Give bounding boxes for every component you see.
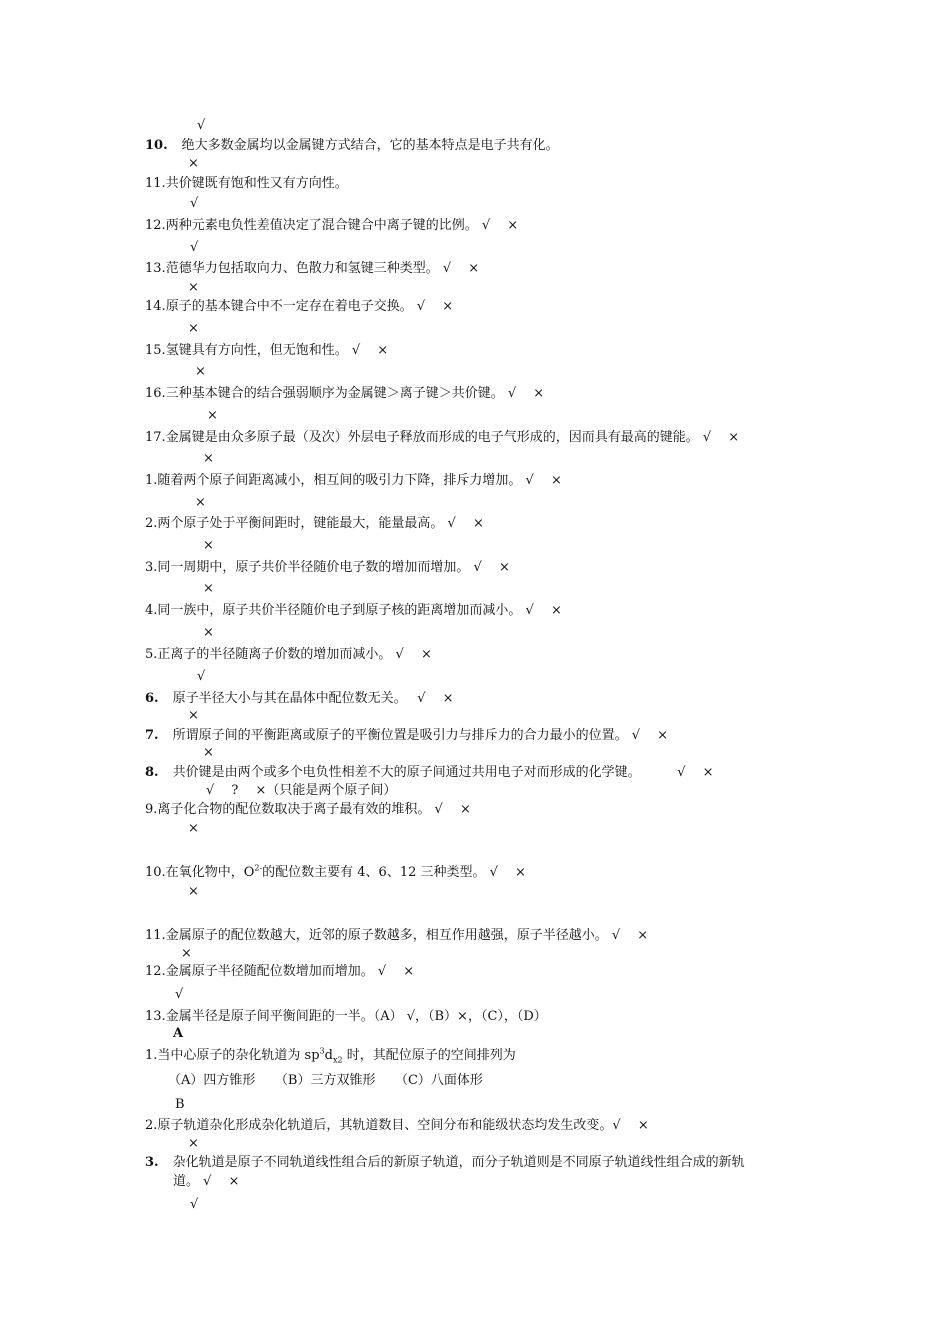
answer-mark: √ (197, 669, 206, 684)
question-text: 共价键既有饱和性又有方向性。 (165, 176, 348, 191)
question-number: 13. (145, 1009, 166, 1024)
question-text: 同一周期中，原子共价半径随价电子数的增加而增加。 √ × (157, 560, 510, 575)
question-text: 两个原子处于平衡间距时，键能最大，能量最高。 √ × (157, 516, 484, 531)
question-text: 范德华力包括取向力、色散力和氢键三种类型。 √ × (165, 261, 480, 276)
question-b1 (145, 473, 562, 489)
question-number: 14. (145, 299, 166, 314)
question-b10 (145, 865, 526, 881)
answer-mark: × (181, 946, 192, 961)
question-b9 (145, 802, 471, 818)
question-12 (145, 218, 518, 234)
question-text: 当中心原子的杂化轨道为 $sp^3d_{x2}$ 时，其配位原子的空间排列为 (157, 1046, 516, 1065)
question-b11 (145, 928, 648, 944)
question-b4 (145, 603, 562, 619)
question-number: 11. (145, 176, 166, 191)
question-b2 (145, 516, 484, 532)
answer-mark: × (203, 745, 214, 760)
question-number: 13. (145, 261, 166, 276)
question-c3 (145, 1155, 745, 1171)
question-text: 金属原子半径随配位数增加而增加。 √ × (165, 964, 415, 979)
answer-mark: × (188, 156, 199, 171)
question-text: 三种基本键合的结合强弱顺序为金属键＞离子键＞共价键。 √ × (165, 386, 545, 401)
question-text: 杂化轨道是原子不同轨道线性组合后的新原子轨道，而分子轨道则是不同原子轨道线性组合成的新轨 (172, 1155, 745, 1170)
question-text: 两种元素电负性差值决定了混合键合中离子键的比例。 √ × (165, 218, 519, 233)
question-text: 正离子的半径随离子价数的增加而减小。 √ × (157, 647, 432, 662)
question-text: 绝大多数金属均以金属键方式结合，它的基本特点是电子共有化。 (181, 138, 559, 153)
question-b5 (145, 647, 432, 663)
answer-mark: × (203, 581, 214, 596)
question-text: 同一族中，原子共价半径随价电子到原子核的距离增加而减小。 √ × (157, 603, 562, 618)
question-text: 离子化合物的配位数取决于离子最有效的堆积。 √ × (157, 802, 471, 817)
question-17 (145, 430, 739, 446)
question-number: 16. (145, 386, 166, 401)
question-number: 7. (145, 728, 159, 743)
question-text: 共价键是由两个或多个电负性相差不大的原子间通过共用电子对而形成的化学键。 √ × (172, 765, 714, 780)
question-text: 金属原子的配位数越大，近邻的原子数越多，相互作用越强，原子半径越小。 √ × (165, 928, 649, 943)
answer-mark: √ (190, 196, 199, 211)
question-text: 金属半径是原子间平衡间距的一半。（A） √，（B）×，（C），（D） (165, 1009, 547, 1024)
question-number: 9. (145, 802, 158, 817)
question-number: 1. (145, 473, 158, 488)
question-number: 6. (145, 691, 159, 706)
question-text: 原子半径大小与其在晶体中配位数无关。 √ × (172, 691, 454, 706)
question-number: 11. (145, 928, 166, 943)
question-text: 氢键具有方向性，但无饱和性。 √ × (165, 343, 389, 358)
question-number: 10. (145, 138, 168, 153)
answer-mark: × (203, 625, 214, 640)
answer-mark: √ ? ×（只能是两个原子间） (206, 783, 397, 798)
question-text: 随着两个原子间距离减小，相互间的吸引力下降，排斥力增加。 √ × (157, 473, 562, 488)
question-number: 15. (145, 343, 166, 358)
answer-mark: × (203, 451, 214, 466)
question-number: 2. (145, 516, 158, 531)
answer-mark: × (188, 821, 199, 836)
answer-mark: × (207, 408, 218, 423)
question-b3 (145, 560, 510, 576)
answer-mark: × (188, 280, 199, 295)
question-number: 8. (145, 765, 159, 780)
question-14 (145, 299, 453, 315)
question-13 (145, 261, 479, 277)
question-text: 原子的基本键合中不一定存在着电子交换。 √ × (165, 299, 454, 314)
answer-mark: B (175, 1097, 185, 1112)
question-number: 3. (145, 560, 158, 575)
options-line: （A）四方锥形 （B）三方双锥形 （C）八面体形 (168, 1073, 483, 1088)
question-10 (145, 138, 559, 154)
question-b7 (145, 728, 668, 744)
question-text: 所谓原子间的平衡距离或原子的平衡位置是吸引力与排斥力的合力最小的位置。 √ × (172, 728, 669, 743)
answer-mark: √ (197, 118, 206, 133)
answer-mark: × (195, 364, 206, 379)
question-number: 12. (145, 218, 166, 233)
question-text: 金属键是由众多原子最（及次）外层电子释放而形成的电子气形成的，因而具有最高的键能。 √ × (165, 430, 740, 445)
question-number: 10. (145, 865, 166, 880)
answer-mark: × (188, 321, 199, 336)
question-c2 (145, 1118, 649, 1134)
question-15 (145, 343, 388, 359)
answer-mark: × (188, 1136, 199, 1151)
question-number: 3. (145, 1155, 159, 1170)
question-number: 12. (145, 964, 166, 979)
question-c1 (145, 1048, 516, 1064)
question-b12 (145, 964, 414, 980)
question-number: 17. (145, 430, 166, 445)
question-text: 在氧化物中，$O^{2-}$的配位数主要有 4、6、12 三种类型。 √ × (165, 863, 526, 880)
answer-mark: × (195, 495, 206, 510)
question-b6 (145, 691, 454, 707)
answer-mark: A (173, 1026, 184, 1041)
question-b13 (145, 1009, 547, 1025)
answer-mark: × (203, 538, 214, 553)
question-number: 5. (145, 647, 158, 662)
question-number: 2. (145, 1118, 158, 1133)
answer-mark: √ (190, 1197, 199, 1212)
answer-mark: √ (190, 240, 199, 255)
question-11 (145, 176, 348, 192)
question-b8 (145, 765, 714, 781)
answer-mark: × (188, 708, 199, 723)
answer-mark: × (188, 884, 199, 899)
answer-mark: √ (175, 987, 184, 1002)
question-number: 1. (145, 1048, 158, 1063)
question-text: 原子轨道杂化形成杂化轨道后，其轨道数目、空间分布和能级状态均发生改变。√ × (157, 1118, 649, 1133)
question-number: 4. (145, 603, 158, 618)
question-c3-continued: 道。 √ × (173, 1174, 240, 1189)
question-16 (145, 386, 544, 402)
